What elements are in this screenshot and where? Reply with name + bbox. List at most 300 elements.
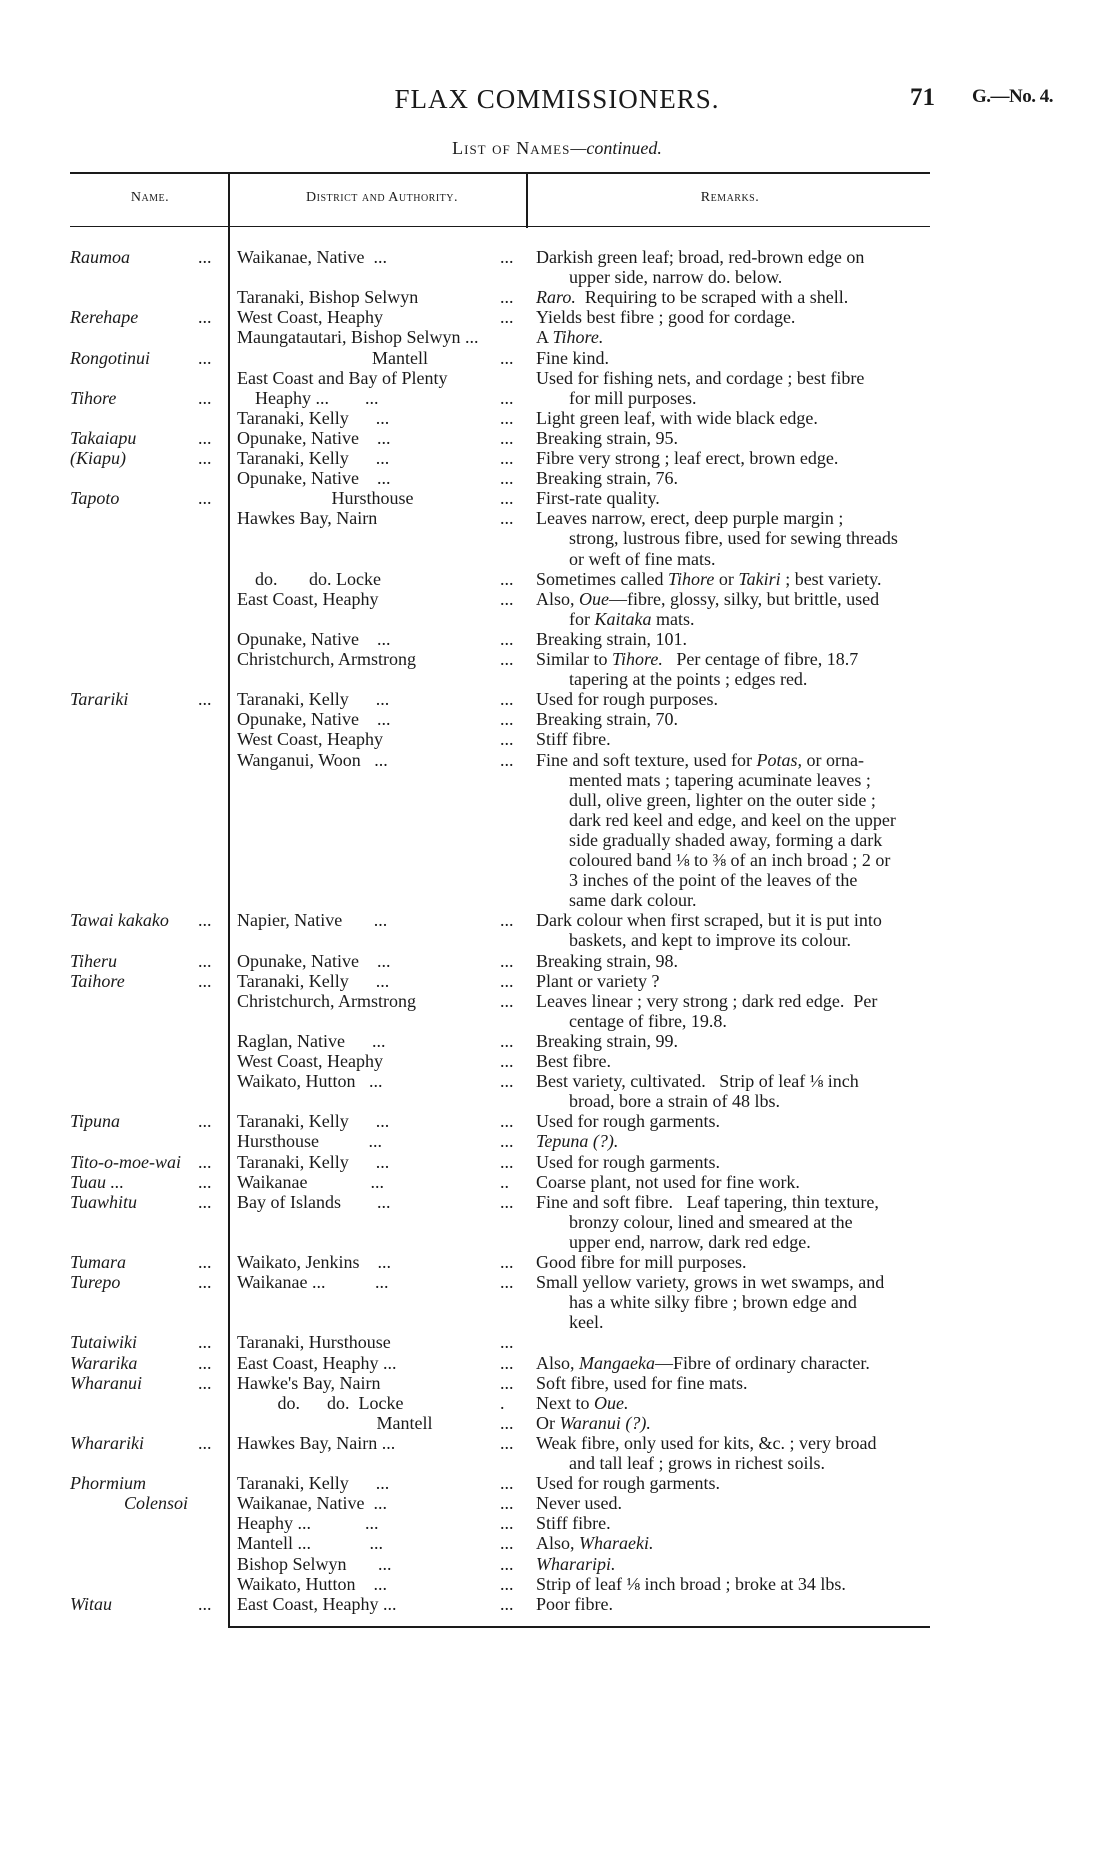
district-authority: Opunake, Native ... bbox=[237, 628, 391, 649]
flax-variety-name: Colensoi bbox=[70, 1493, 189, 1514]
leader-dots: ... bbox=[198, 1272, 212, 1293]
table-row bbox=[0, 750, 1114, 770]
remarks bbox=[536, 649, 858, 669]
leader-dots: ... bbox=[198, 1151, 212, 1172]
district-authority: West Coast, Heaphy bbox=[237, 729, 384, 750]
remarks bbox=[536, 508, 843, 528]
table-row bbox=[0, 1433, 1114, 1453]
remarks bbox=[536, 1513, 611, 1533]
document-reference: G.—No. 4. bbox=[972, 86, 1053, 107]
leader-dots: ... bbox=[500, 508, 514, 529]
table-row bbox=[0, 609, 1114, 629]
remarks bbox=[569, 830, 882, 850]
remarks bbox=[536, 569, 882, 589]
district-authority: Christchurch, Armstrong bbox=[237, 649, 416, 669]
table-row bbox=[0, 1594, 1114, 1614]
remarks-text: coloured band ⅛ to ⅜ of an inch broad ; 2 or bbox=[569, 850, 891, 870]
remarks bbox=[536, 750, 864, 770]
table-row bbox=[0, 1031, 1114, 1051]
leader-dots: ... bbox=[500, 1412, 514, 1433]
district-authority: Waikanae ... ... bbox=[237, 1272, 389, 1293]
remarks-text: Breaking strain, 98. bbox=[536, 950, 678, 971]
remarks bbox=[536, 971, 659, 991]
remarks bbox=[569, 388, 697, 408]
leader-dots: ... bbox=[500, 1372, 514, 1393]
leader-dots: ... bbox=[500, 1533, 514, 1554]
leader-dots: ... bbox=[198, 1252, 212, 1272]
header-bottom-rule bbox=[70, 226, 930, 227]
leader-dots: ... bbox=[198, 1171, 212, 1192]
remarks-text: Best fibre. bbox=[536, 1051, 611, 1071]
table-row bbox=[0, 428, 1114, 448]
remarks bbox=[569, 1453, 825, 1473]
remarks-text: Used for rough garments. bbox=[536, 1111, 720, 1132]
leader-dots: ... bbox=[198, 448, 212, 468]
leader-dots: ... bbox=[198, 950, 212, 971]
remarks-italic: Tihore bbox=[667, 568, 715, 589]
leader-dots: ... bbox=[500, 628, 514, 649]
column-divider-2 bbox=[526, 172, 528, 228]
remarks bbox=[536, 709, 678, 729]
table-row bbox=[0, 1051, 1114, 1071]
remarks bbox=[536, 1373, 747, 1393]
page-title: FLAX COMMISSIONERS. bbox=[394, 84, 720, 114]
district-authority: Taranaki, Kelly ... bbox=[237, 970, 390, 991]
leader-dots: ... bbox=[500, 1593, 514, 1614]
table-row bbox=[0, 1393, 1114, 1413]
remarks-text: mented mats ; tapering acuminate leaves ; bbox=[569, 769, 871, 790]
flax-variety-name: Phormium bbox=[70, 1473, 146, 1494]
table-row bbox=[0, 1473, 1114, 1493]
remarks-text: Stiff fibre. bbox=[536, 1513, 611, 1534]
table-row bbox=[0, 890, 1114, 910]
remarks bbox=[536, 1031, 678, 1051]
remarks bbox=[536, 287, 848, 307]
flax-variety-name: Tawai kakako bbox=[70, 910, 169, 931]
table-row bbox=[0, 1353, 1114, 1373]
table-row bbox=[0, 368, 1114, 388]
remarks-text: Leaves linear ; very strong ; dark red edge. Per bbox=[536, 990, 878, 1011]
table-row bbox=[0, 1232, 1114, 1252]
district-authority: East Coast and Bay of Plenty bbox=[237, 367, 448, 388]
flax-variety-name: Tito-o-moe-wai bbox=[70, 1151, 181, 1172]
district-authority: Mantell bbox=[237, 1412, 433, 1433]
table-row bbox=[0, 709, 1114, 729]
column-header-district: District and Authority. bbox=[306, 190, 458, 205]
remarks-text: Breaking strain, 70. bbox=[536, 709, 678, 730]
district-authority: Bishop Selwyn ... bbox=[237, 1553, 392, 1574]
flax-variety-name: Tipuna bbox=[70, 1111, 121, 1132]
remarks bbox=[536, 1393, 629, 1413]
flax-variety-name: Tiheru bbox=[70, 950, 118, 971]
remarks bbox=[536, 1413, 651, 1433]
flax-variety-name: Takaiapu bbox=[70, 427, 137, 448]
district-authority: Mantell ... ... bbox=[237, 1533, 383, 1554]
remarks-italic: Potas, bbox=[756, 749, 802, 770]
remarks bbox=[536, 1554, 616, 1574]
remarks-text: Small yellow variety, grows in wet swamps, and bbox=[536, 1272, 885, 1293]
remarks bbox=[536, 1594, 613, 1614]
table-row bbox=[0, 790, 1114, 810]
table-bottom-rule bbox=[228, 1626, 930, 1628]
remarks-text: has a white silky fibre ; brown edge and bbox=[569, 1292, 857, 1313]
remarks-text: and tall leaf ; grows in richest soils. bbox=[569, 1453, 825, 1473]
leader-dots: ... bbox=[500, 1071, 514, 1092]
table-row bbox=[0, 1172, 1114, 1192]
district-authority: Waikato, Hutton ... bbox=[237, 1573, 388, 1594]
remarks bbox=[536, 468, 678, 488]
district-authority: Maungatautari, Bishop Selwyn ... bbox=[237, 327, 479, 348]
leader-dots: ... bbox=[500, 1111, 514, 1132]
remarks-text: Darkish green leaf; broad, red-brown edge on bbox=[536, 247, 865, 267]
remarks-text: Used for rough purposes. bbox=[536, 689, 718, 710]
table-row bbox=[0, 327, 1114, 347]
remarks bbox=[536, 448, 838, 468]
remarks-italic: Tepuna (?). bbox=[536, 1131, 619, 1152]
leader-dots: ... bbox=[198, 347, 212, 368]
remarks-text: or weft of fine mats. bbox=[569, 548, 716, 569]
leader-dots: ... bbox=[198, 387, 212, 408]
district-authority: do. do. Locke bbox=[237, 568, 381, 589]
remarks-text: A bbox=[536, 327, 553, 348]
remarks bbox=[536, 910, 882, 930]
table-row bbox=[0, 468, 1114, 488]
remarks bbox=[569, 267, 782, 287]
remarks-text: Requiring to be scraped with a shell. bbox=[575, 287, 849, 308]
leader-dots: ... bbox=[500, 1332, 514, 1353]
leader-dots: ... bbox=[500, 287, 514, 308]
district-authority: Heaphy ... ... bbox=[237, 387, 379, 408]
remarks-text: Similar to bbox=[536, 649, 612, 669]
table-row bbox=[0, 830, 1114, 850]
remarks bbox=[536, 1433, 876, 1453]
table-row bbox=[0, 770, 1114, 790]
remarks-italic: Oue bbox=[579, 588, 610, 609]
leader-dots: ... bbox=[500, 1432, 514, 1453]
leader-dots: ... bbox=[500, 729, 514, 750]
table-row bbox=[0, 408, 1114, 428]
leader-dots: ... bbox=[198, 1593, 212, 1614]
leader-dots: ... bbox=[198, 910, 212, 931]
remarks-text: Used for rough garments. bbox=[536, 1473, 720, 1494]
remarks-text: Sometimes called bbox=[536, 568, 668, 589]
leader-dots: ... bbox=[198, 970, 212, 991]
table-row bbox=[0, 1192, 1114, 1212]
remarks-text: dull, olive green, lighter on the outer side ; bbox=[569, 789, 876, 810]
leader-dots: ... bbox=[500, 649, 514, 669]
district-authority: Waikanae, Native ... bbox=[237, 247, 387, 267]
remarks-text: Best variety, cultivated. Strip of leaf ⅛ inch bbox=[536, 1071, 859, 1092]
remarks-text: baskets, and kept to improve its colour. bbox=[569, 930, 851, 951]
remarks-text: Weak fibre, only used for kits, &c. ; very broad bbox=[536, 1432, 877, 1453]
flax-variety-name: (Kiapu) bbox=[70, 448, 126, 468]
table-row bbox=[0, 1312, 1114, 1332]
district-authority: Opunake, Native ... bbox=[237, 950, 391, 971]
table-subtitle bbox=[0, 138, 1114, 159]
table-row bbox=[0, 1554, 1114, 1574]
remarks-text: Dark colour when first scraped, but it is put into bbox=[536, 910, 882, 931]
table-row bbox=[0, 1453, 1114, 1473]
remarks bbox=[536, 1493, 622, 1513]
district-authority: Bay of Islands ... bbox=[237, 1191, 391, 1212]
table-row bbox=[0, 247, 1114, 267]
leader-dots: ... bbox=[500, 588, 514, 609]
remarks-text: Coarse plant, not used for fine work. bbox=[536, 1171, 800, 1192]
leader-dots: ... bbox=[500, 1131, 514, 1152]
table-row bbox=[0, 528, 1114, 548]
leader-dots: ... bbox=[500, 347, 514, 368]
column-header-name: Name. bbox=[130, 190, 170, 205]
leader-dots: ... bbox=[500, 407, 514, 428]
remarks bbox=[536, 307, 795, 327]
leader-dots: ... bbox=[500, 910, 514, 931]
remarks bbox=[569, 930, 851, 950]
leader-dots: ... bbox=[198, 247, 212, 267]
table-row bbox=[0, 1011, 1114, 1031]
leader-dots: ... bbox=[500, 970, 514, 991]
district-authority: Opunake, Native ... bbox=[237, 709, 391, 730]
remarks-text: Soft fibre, used for fine mats. bbox=[536, 1372, 748, 1393]
leader-dots: ... bbox=[500, 1573, 514, 1594]
flax-variety-name: Tutaiwiki bbox=[70, 1332, 138, 1353]
remarks-text: Yields best fibre ; good for cordage. bbox=[536, 307, 796, 328]
table-row bbox=[0, 689, 1114, 709]
remarks bbox=[569, 810, 896, 830]
table-top-rule bbox=[70, 172, 930, 174]
table-row bbox=[0, 267, 1114, 287]
remarks bbox=[569, 669, 807, 689]
remarks bbox=[569, 790, 876, 810]
district-authority: Hursthouse ... bbox=[237, 1131, 382, 1152]
district-authority: Heaphy ... ... bbox=[237, 1513, 379, 1534]
table-row bbox=[0, 629, 1114, 649]
remarks-text: upper side, narrow do. below. bbox=[569, 267, 783, 288]
district-authority: West Coast, Heaphy bbox=[237, 1051, 384, 1071]
remarks bbox=[536, 729, 611, 749]
remarks-text: Strip of leaf ⅛ inch broad ; broke at 34 lbs. bbox=[536, 1573, 846, 1594]
flax-variety-name: Tarariki bbox=[70, 689, 129, 710]
table-row bbox=[0, 1252, 1114, 1272]
remarks bbox=[536, 1533, 654, 1553]
remarks bbox=[536, 1473, 720, 1493]
remarks bbox=[536, 991, 877, 1011]
remarks bbox=[536, 1272, 884, 1292]
remarks bbox=[536, 1071, 859, 1091]
table-row bbox=[0, 870, 1114, 890]
remarks-text: Stiff fibre. bbox=[536, 729, 611, 750]
leader-dots: ... bbox=[500, 1252, 514, 1272]
leader-dots: ... bbox=[500, 448, 514, 468]
remarks bbox=[536, 368, 864, 388]
table-row bbox=[0, 448, 1114, 468]
leader-dots: ... bbox=[500, 427, 514, 448]
remarks-text: upper end, narrow, dark red edge. bbox=[569, 1231, 811, 1252]
remarks-text: Also, bbox=[536, 588, 580, 609]
district-authority: West Coast, Heaphy bbox=[237, 307, 384, 328]
remarks-text: same dark colour. bbox=[569, 890, 697, 911]
remarks bbox=[569, 528, 898, 548]
leader-dots: ... bbox=[500, 1272, 514, 1293]
table-row bbox=[0, 1493, 1114, 1513]
remarks-italic: Tihore. bbox=[552, 327, 604, 348]
table-row bbox=[0, 1152, 1114, 1172]
leader-dots: ... bbox=[500, 1553, 514, 1574]
district-authority: Taranaki, Hursthouse bbox=[237, 1332, 391, 1353]
remarks-italic: Waranui (?). bbox=[559, 1412, 651, 1433]
remarks-text: for mill purposes. bbox=[569, 387, 697, 408]
remarks bbox=[569, 1232, 811, 1252]
table-row bbox=[0, 388, 1114, 408]
remarks-text: Also, bbox=[536, 1352, 580, 1373]
remarks-text: Leaves narrow, erect, deep purple margin ; bbox=[536, 508, 844, 529]
table-row bbox=[0, 569, 1114, 589]
remarks bbox=[569, 1011, 727, 1031]
remarks-text: Fine and soft texture, used for bbox=[536, 749, 757, 770]
remarks-text: First-rate quality. bbox=[536, 488, 660, 509]
table-row bbox=[0, 729, 1114, 749]
remarks bbox=[536, 348, 609, 368]
remarks-text: Used for fishing nets, and cordage ; best fibre bbox=[536, 367, 865, 388]
remarks bbox=[536, 629, 687, 649]
leader-dots: . bbox=[500, 1392, 505, 1413]
leader-dots: ... bbox=[500, 1352, 514, 1373]
leader-dots: ... bbox=[500, 568, 514, 589]
leader-dots: ... bbox=[500, 1151, 514, 1172]
remarks-text: tapering at the points ; edges red. bbox=[569, 669, 808, 690]
remarks-text: Next to bbox=[536, 1392, 594, 1413]
remarks-text: Fine and soft fibre. Leaf tapering, thin texture, bbox=[536, 1191, 879, 1212]
remarks bbox=[536, 1574, 846, 1594]
district-authority: Waikato, Hutton ... bbox=[237, 1071, 383, 1092]
remarks-text: Good fibre for mill purposes. bbox=[536, 1252, 747, 1272]
table-row bbox=[0, 1332, 1114, 1352]
remarks bbox=[536, 1131, 618, 1151]
remarks-text: —fibre, glossy, silky, but brittle, used bbox=[609, 588, 880, 609]
remarks bbox=[536, 428, 678, 448]
remarks bbox=[536, 1051, 611, 1071]
flax-variety-name: Wararika bbox=[70, 1352, 138, 1373]
remarks-text: for bbox=[569, 608, 595, 629]
remarks-text: centage of fibre, 19.8. bbox=[569, 1010, 727, 1031]
leader-dots: ... bbox=[500, 387, 514, 408]
leader-dots: ... bbox=[198, 488, 212, 509]
remarks bbox=[536, 1353, 870, 1373]
table-row bbox=[0, 1111, 1114, 1131]
remarks-text: or orna- bbox=[801, 749, 864, 770]
flax-variety-name: Witau bbox=[70, 1593, 113, 1614]
remarks bbox=[569, 890, 696, 910]
remarks bbox=[536, 1152, 720, 1172]
district-authority: Hursthouse bbox=[237, 488, 414, 509]
remarks-text: dark red keel and edge, and keel on the upper bbox=[569, 809, 896, 830]
remarks bbox=[569, 549, 715, 569]
table-row bbox=[0, 1131, 1114, 1151]
flax-variety-name: Rongotinui bbox=[70, 347, 150, 368]
table-row bbox=[0, 348, 1114, 368]
district-authority: Christchurch, Armstrong bbox=[237, 990, 416, 1011]
remarks-text: Breaking strain, 101. bbox=[536, 628, 687, 649]
table-row bbox=[0, 1272, 1114, 1292]
remarks-text: Breaking strain, 76. bbox=[536, 468, 678, 489]
remarks-text: broad, bore a strain of 48 lbs. bbox=[569, 1091, 780, 1112]
leader-dots: ... bbox=[198, 307, 212, 328]
subtitle-main: List of Names bbox=[452, 138, 571, 158]
flax-variety-name: Tumara bbox=[70, 1252, 127, 1272]
table-row bbox=[0, 1212, 1114, 1232]
flax-variety-name: Taihore bbox=[70, 970, 125, 991]
remarks bbox=[536, 951, 678, 971]
district-authority: do. do. Locke bbox=[237, 1392, 404, 1413]
leader-dots: ... bbox=[500, 1493, 514, 1514]
flax-variety-name: Tihore bbox=[70, 387, 117, 408]
remarks-text: Never used. bbox=[536, 1493, 622, 1514]
table-row bbox=[0, 971, 1114, 991]
table-row bbox=[0, 488, 1114, 508]
flax-variety-name: Tapoto bbox=[70, 488, 120, 509]
leader-dots: ... bbox=[500, 749, 514, 770]
remarks-italic: Oue. bbox=[594, 1392, 629, 1413]
remarks-text: Fine kind. bbox=[536, 347, 610, 368]
leader-dots: ... bbox=[500, 1513, 514, 1534]
leader-dots: ... bbox=[198, 1332, 212, 1353]
district-authority: East Coast, Heaphy bbox=[237, 588, 379, 609]
district-authority: Taranaki, Kelly ... bbox=[237, 448, 390, 468]
remarks bbox=[536, 1172, 800, 1192]
table-row bbox=[0, 1292, 1114, 1312]
table-row bbox=[0, 307, 1114, 327]
remarks-italic: Takiri bbox=[738, 568, 781, 589]
district-authority: Opunake, Native ... bbox=[237, 468, 391, 489]
leader-dots: ... bbox=[500, 247, 514, 267]
subtitle-continued: —continued. bbox=[570, 138, 662, 158]
leader-dots: ... bbox=[500, 307, 514, 328]
remarks bbox=[569, 1312, 603, 1332]
district-authority: Taranaki, Kelly ... bbox=[237, 1111, 390, 1132]
leader-dots: ... bbox=[500, 950, 514, 971]
leader-dots: .. bbox=[500, 1171, 509, 1192]
leader-dots: ... bbox=[198, 1432, 212, 1453]
table-row bbox=[0, 589, 1114, 609]
remarks-text: bronzy colour, lined and smeared at the bbox=[569, 1211, 853, 1232]
table-row bbox=[0, 1513, 1114, 1533]
remarks-text: Per centage of fibre, 18.7 bbox=[662, 649, 859, 669]
table-row bbox=[0, 1373, 1114, 1393]
district-authority: Waikanae, Native ... bbox=[237, 1493, 387, 1514]
table-row bbox=[0, 669, 1114, 689]
remarks bbox=[536, 488, 660, 508]
remarks-text: strong, lustrous fibre, used for sewing threads bbox=[569, 528, 898, 549]
leader-dots: ... bbox=[198, 1111, 212, 1132]
remarks-italic: Kaitaka bbox=[594, 608, 652, 629]
table-row bbox=[0, 810, 1114, 830]
remarks-text: Plant or variety ? bbox=[536, 970, 660, 991]
remarks bbox=[536, 1252, 746, 1272]
flax-variety-name: Raumoa bbox=[70, 247, 130, 267]
leader-dots: ... bbox=[198, 1352, 212, 1373]
table-row bbox=[0, 1533, 1114, 1553]
remarks-text: Breaking strain, 95. bbox=[536, 427, 678, 448]
district-authority: Hawkes Bay, Nairn bbox=[237, 508, 378, 529]
leader-dots: ... bbox=[198, 689, 212, 710]
district-authority: Raglan, Native ... bbox=[237, 1030, 386, 1051]
leader-dots: ... bbox=[198, 427, 212, 448]
table-row bbox=[0, 930, 1114, 950]
flax-variety-name: Tuau ... bbox=[70, 1171, 125, 1192]
remarks bbox=[536, 689, 718, 709]
leader-dots: ... bbox=[500, 689, 514, 710]
table-row bbox=[0, 1574, 1114, 1594]
leader-dots: ... bbox=[500, 1051, 514, 1071]
